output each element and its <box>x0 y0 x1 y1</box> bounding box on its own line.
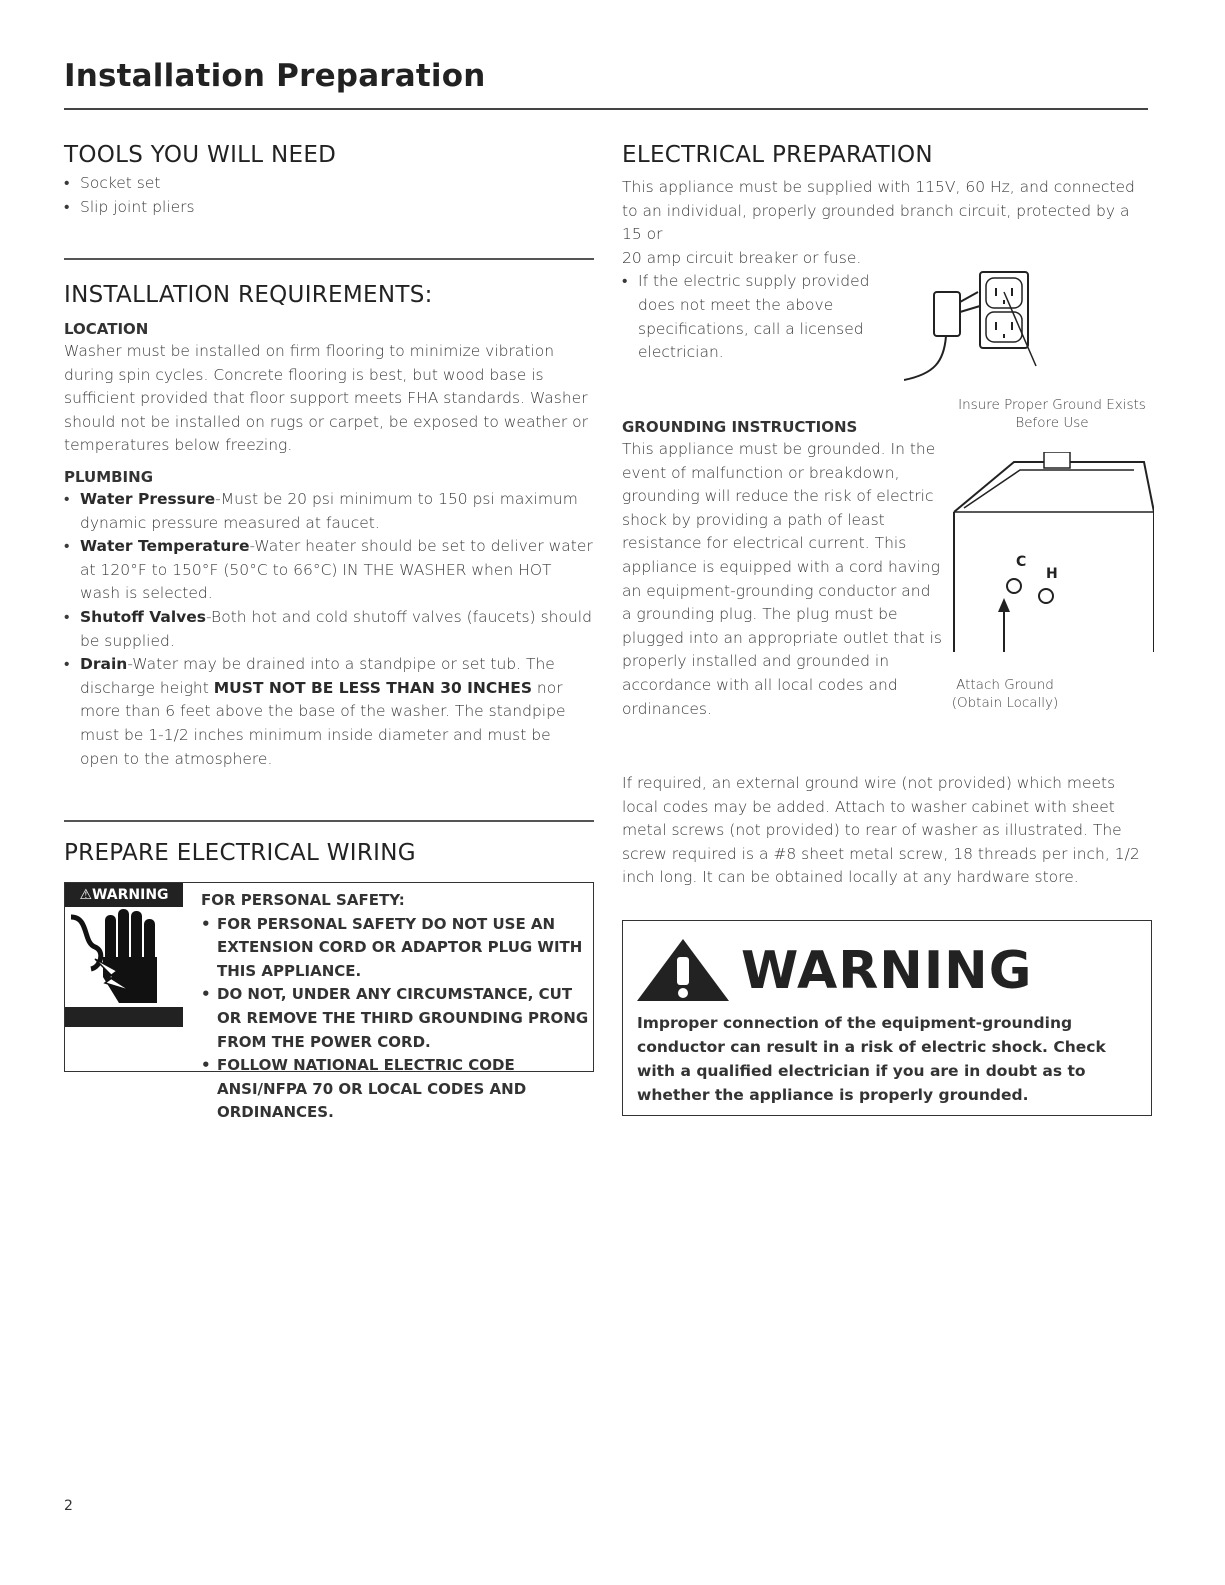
electrical-list <box>622 270 892 364</box>
installation-requirements <box>64 280 594 771</box>
warning-list <box>201 913 591 1125</box>
item-label: Shutoff Valves <box>80 607 207 626</box>
list-item: • If the electric supply provided does not meet the above specifications, call a licensed electrician. <box>622 270 892 364</box>
right-column <box>622 140 1152 1104</box>
list-item: • DO NOT, UNDER ANY CIRCUMSTANCE, CUT OR REMOVE THE THIRD GROUNDING PRONG FROM THE POWER CORD. <box>201 983 591 1054</box>
warning-word: WARNING <box>741 941 1033 1001</box>
tools-list <box>64 172 594 219</box>
list-item <box>64 488 594 535</box>
list-item: • Slip joint pliers <box>64 196 594 220</box>
electrical-intro-cont: 20 amp circuit breaker or fuse. <box>622 248 862 267</box>
plumbing-list <box>64 488 594 771</box>
warning-badge: ⚠WARNING <box>65 883 183 907</box>
item-label: Water Pressure <box>80 489 216 508</box>
list-item: • Socket set <box>64 172 594 196</box>
item-text: -Must be 20 psi minimum to 150 psi maximum dynamic pressure measured at faucet. <box>80 489 578 532</box>
ground-caption: Attach Ground (Obtain Locally) <box>951 677 1059 711</box>
svg-text:H: H <box>1046 566 1058 582</box>
electrical-heading: ELECTRICAL PREPARATION <box>622 142 933 168</box>
warning-body <box>637 1011 1137 1107</box>
grounding-section <box>622 416 1152 721</box>
list-item <box>64 606 594 653</box>
warning-header <box>633 935 1133 1005</box>
item-label: Water Temperature <box>80 537 250 556</box>
section-divider <box>64 258 594 260</box>
list-item: • FOR PERSONAL SAFETY DO NOT USE AN EXTENSION CORD OR ADAPTOR PLUG WITH THIS APPLIANCE. <box>201 913 591 984</box>
outlet-caption: Insure Proper Ground Exists Before Use <box>958 397 1146 431</box>
section-divider <box>64 820 594 822</box>
item-text: nor more than 6 feet above the base of the washer. The standpipe must be 1-1/2 inches minimum inside diameter and must be open to the atmosphere. <box>80 678 566 768</box>
tools-heading: TOOLS YOU WILL NEED <box>64 142 337 168</box>
page-title: Installation Preparation <box>64 58 486 94</box>
list-item <box>64 653 594 771</box>
warning-heading: FOR PERSONAL SAFETY: <box>201 891 405 909</box>
title-divider <box>64 108 1148 110</box>
safety-warning-box <box>64 882 594 1122</box>
list-item <box>64 535 594 606</box>
item-label: Drain <box>80 655 128 674</box>
electrical-narrow <box>622 247 892 365</box>
electrical-intro: This appliance must be supplied with 115V, 60 Hz, and connected to an individual, properly grounded branch circuit, protected by a 15 or <box>622 178 1135 244</box>
item-text: -Water may be drained into a standpipe or set tub. The discharge height <box>80 655 555 697</box>
warning-text: Improper connection of the equipment-grounding conductor can result in a risk of electric shock. Check with a qualified electrician if you are in doubt as to whether the appliance is properly grounded. <box>637 1014 1106 1104</box>
wiring-heading: PREPARE ELECTRICAL WIRING <box>64 840 416 866</box>
page-number: 2 <box>64 1498 73 1514</box>
warning-text <box>201 889 591 1125</box>
plumbing-heading: PLUMBING <box>64 467 154 486</box>
grounding-warning-box <box>622 920 1152 1116</box>
svg-text:C: C <box>1016 554 1027 570</box>
grounding-text: This appliance must be grounded. In the event of malfunction or breakdown, grounding will reduce the risk of electric shock by providing a path of least resistance for electrical current. This appliance is equipped with a cord having an equipment-grounding conductor and a grounding plug. The plug must be plugged into an appropriate outlet that is properly installed and grounded in accordance with all local codes and ordinances. <box>622 440 943 718</box>
warning-triangle-icon <box>633 935 733 1005</box>
grounding-heading: GROUNDING INSTRUCTIONS <box>622 418 858 436</box>
list-item: • FOLLOW NATIONAL ELECTRIC CODE ANSI/NFPA 70 OR LOCAL CODES AND ORDINANCES. <box>201 1054 591 1125</box>
washer-ground-illustration <box>944 452 1154 652</box>
item-text: -Both hot and cold shutoff valves (faucets) should be supplied. <box>80 607 592 650</box>
location-heading: LOCATION <box>64 320 149 338</box>
left-column <box>64 140 594 1122</box>
requirements-heading: INSTALLATION REQUIREMENTS: <box>64 282 433 308</box>
location-text: Washer must be installed on firm flooring to minimize vibration during spin cycles. Concrete flooring is best, but wood base is sufficient provided that floor support meets FHA standards. Washer should not be installed on rugs or carpet, be exposed to weather or temperatures below freezing. <box>64 342 589 455</box>
item-emphasis: MUST NOT BE LESS THAN 30 INCHES <box>213 678 532 697</box>
electric-shock-hand-icon <box>65 907 183 1027</box>
outlet-plug-illustration <box>904 262 1144 402</box>
external-ground-text: If required, an external ground wire (not provided) which meets local codes may be added. Attach to washer cabinet with sheet metal screws (not provided) to rear of washer as illustrated. The screw required is a #8 sheet metal screw, 18 threads per inch, 1/2 inch long. It can be obtained locally at any hardware store. <box>622 774 1140 887</box>
item-text: -Water heater should be set to deliver water at 120°F to 150°F (50°C to 66°C) IN THE WASHER when HOT wash is selected. <box>80 537 593 603</box>
